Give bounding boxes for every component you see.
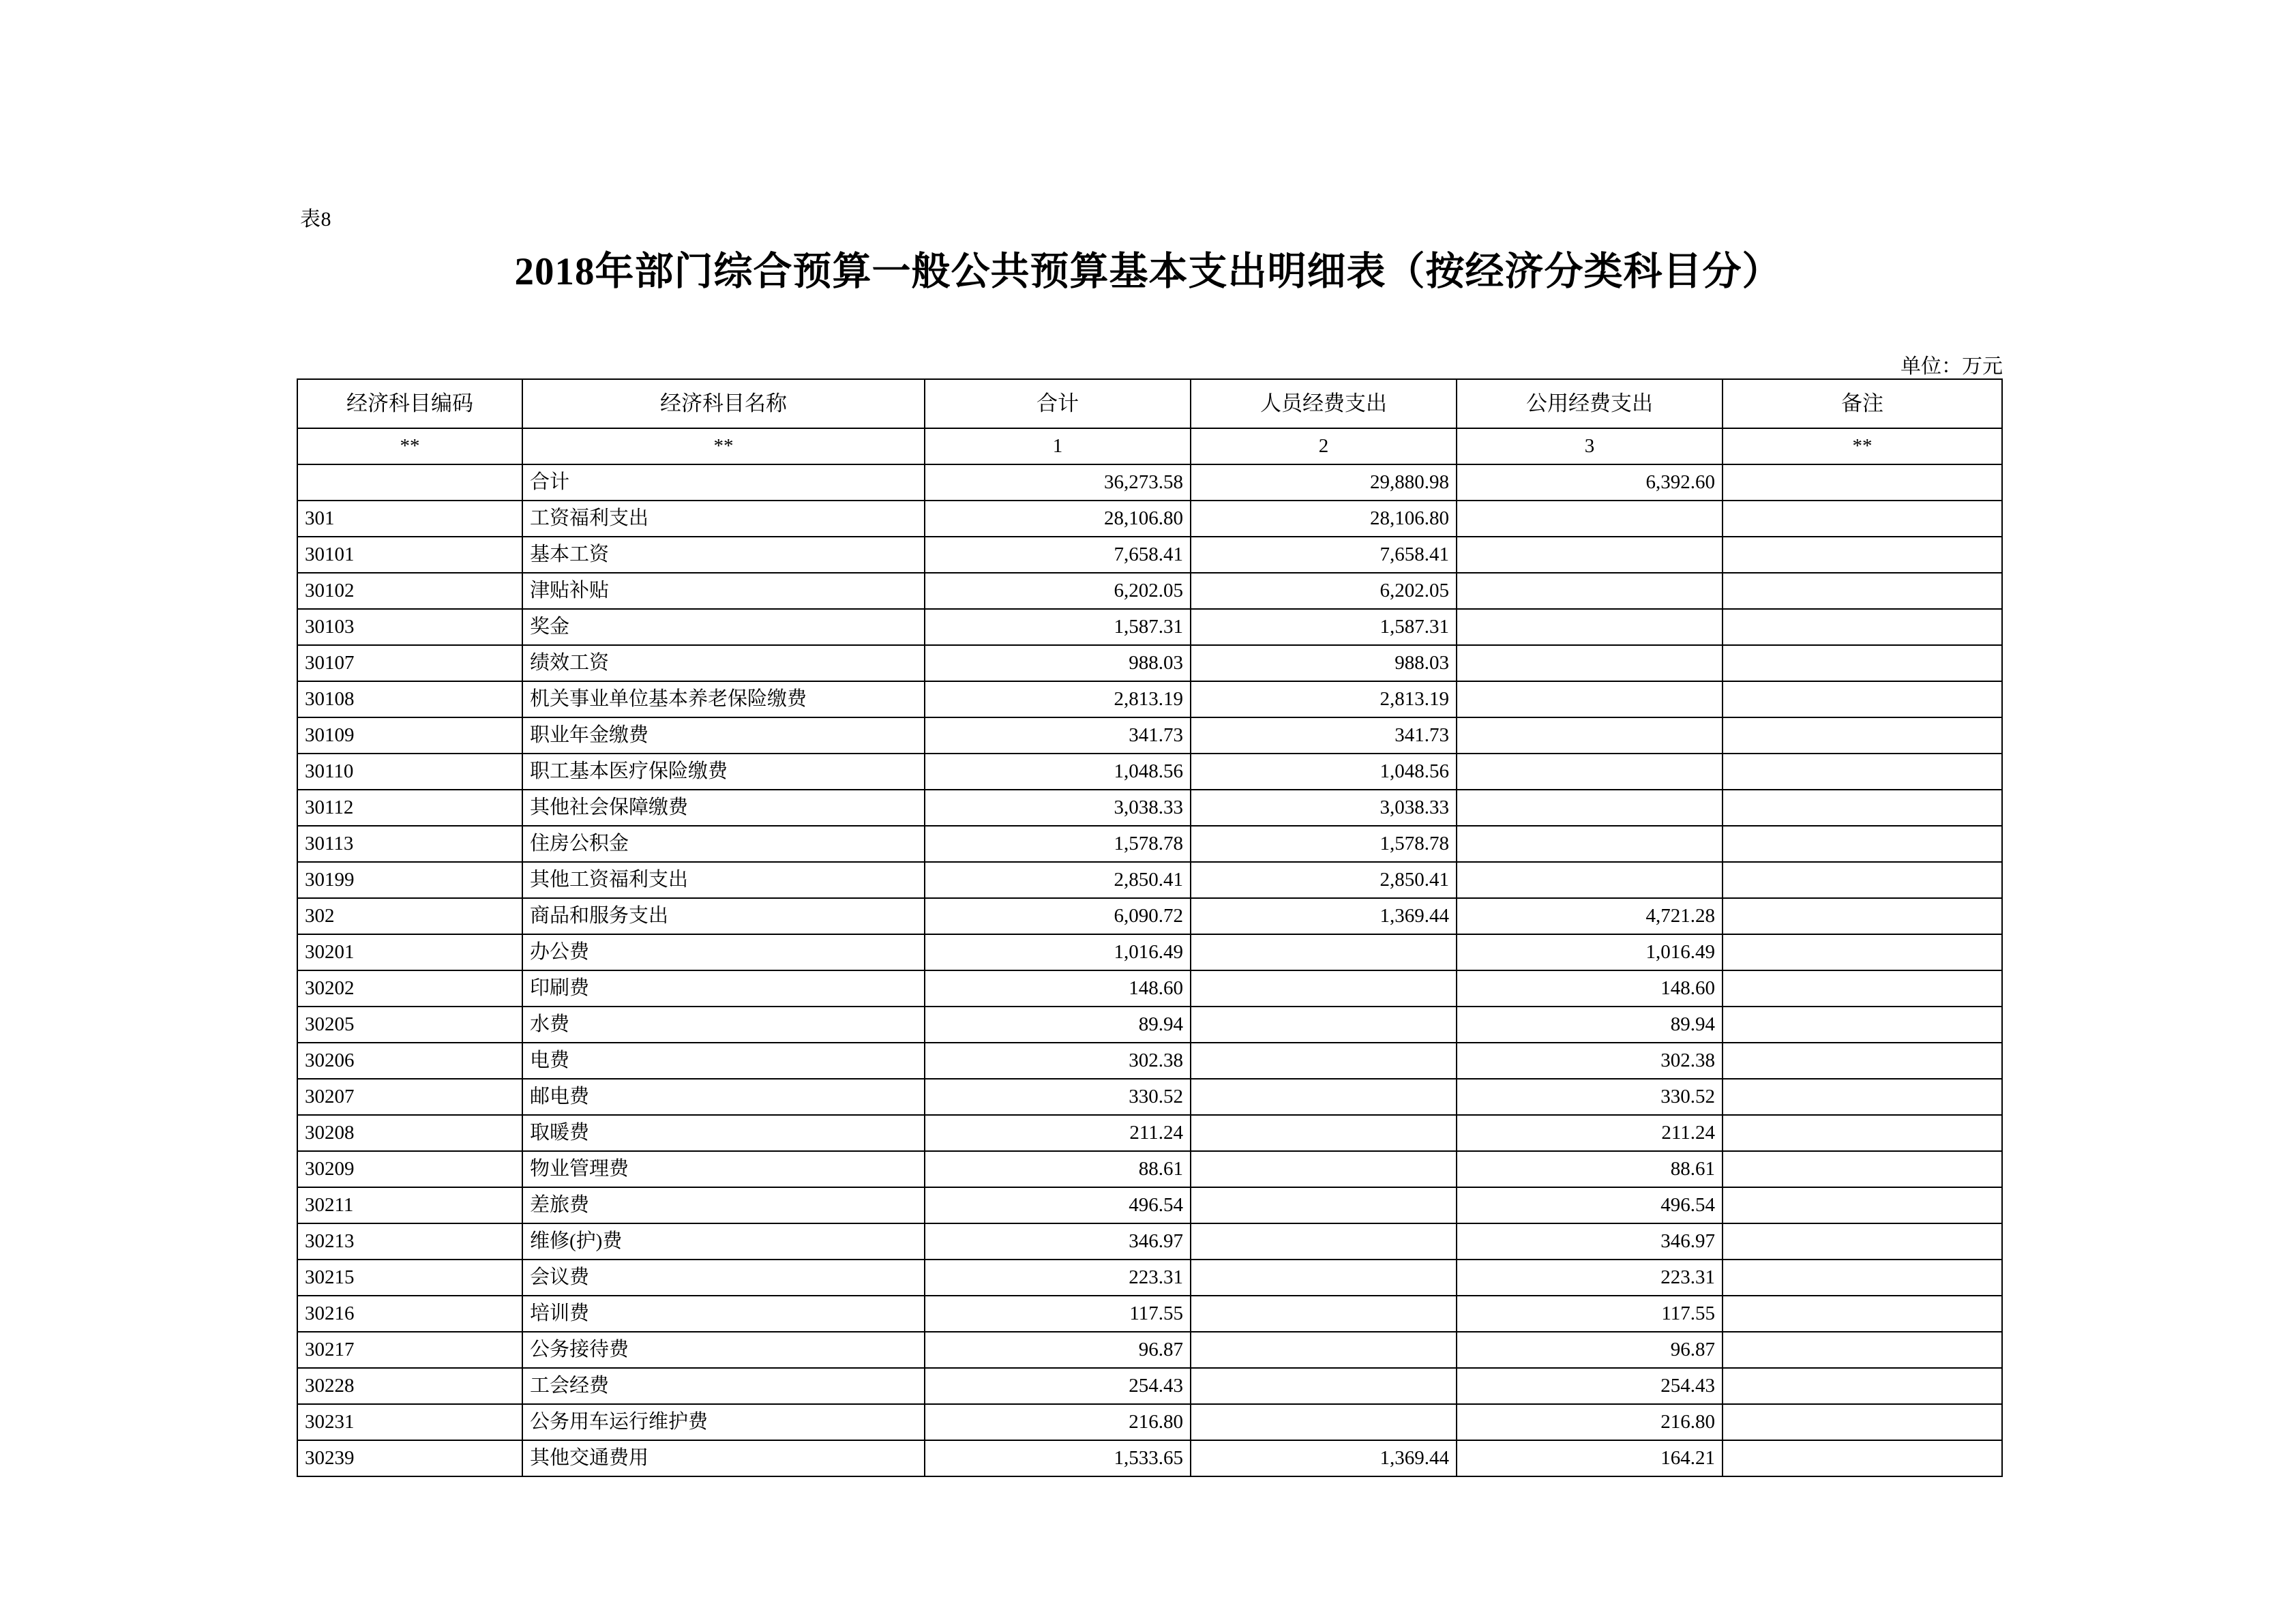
cell-name: 机关事业单位基本养老保险缴费 <box>522 681 925 717</box>
cell-remark <box>1723 970 2002 1007</box>
cell-total: 3,038.33 <box>925 790 1191 826</box>
cell-name: 住房公积金 <box>522 826 925 862</box>
cell-public <box>1457 681 1723 717</box>
cell-code: 30202 <box>297 970 522 1007</box>
unit-note: 单位：万元 <box>1900 355 2003 378</box>
cell-total: 89.94 <box>925 1007 1191 1043</box>
budget-table <box>297 378 2003 1477</box>
table-row <box>297 717 2002 754</box>
cell-public: 88.61 <box>1457 1151 1723 1187</box>
cell-remark <box>1723 1115 2002 1151</box>
cell-public <box>1457 862 1723 898</box>
cell-total: 254.43 <box>925 1368 1191 1404</box>
cell-name: 其他交通费用 <box>522 1440 925 1476</box>
cell-public: 164.21 <box>1457 1440 1723 1476</box>
cell-total: 1,016.49 <box>925 934 1191 970</box>
table-label: 表8 <box>300 208 331 230</box>
cell-name: 邮电费 <box>522 1079 925 1115</box>
cell-total: 216.80 <box>925 1404 1191 1440</box>
cell-total: 223.31 <box>925 1260 1191 1296</box>
cell-name: 公务用车运行维护费 <box>522 1404 925 1440</box>
cell-total: 88.61 <box>925 1151 1191 1187</box>
cell-code: 302 <box>297 898 522 934</box>
cell-name: 工会经费 <box>522 1368 925 1404</box>
table-subheader-row <box>297 428 2002 464</box>
cell-remark <box>1723 609 2002 645</box>
table-row <box>297 1440 2002 1476</box>
cell-personnel: 7,658.41 <box>1191 537 1457 573</box>
cell-total: 330.52 <box>925 1079 1191 1115</box>
subheader-name: ** <box>522 428 925 464</box>
table-row <box>297 464 2002 501</box>
cell-code: 30112 <box>297 790 522 826</box>
cell-personnel <box>1191 1007 1457 1043</box>
cell-public: 302.38 <box>1457 1043 1723 1079</box>
cell-public <box>1457 573 1723 609</box>
table-row <box>297 1260 2002 1296</box>
table-row <box>297 754 2002 790</box>
cell-remark <box>1723 681 2002 717</box>
cell-code: 30207 <box>297 1079 522 1115</box>
cell-personnel <box>1191 1260 1457 1296</box>
cell-remark <box>1723 537 2002 573</box>
table-body <box>297 464 2002 1476</box>
cell-code <box>297 464 522 501</box>
cell-personnel: 3,038.33 <box>1191 790 1457 826</box>
subheader-remark: ** <box>1723 428 2002 464</box>
cell-code: 30103 <box>297 609 522 645</box>
table-row <box>297 681 2002 717</box>
cell-personnel <box>1191 1332 1457 1368</box>
cell-remark <box>1723 464 2002 501</box>
table-row <box>297 1368 2002 1404</box>
cell-personnel <box>1191 934 1457 970</box>
cell-public: 330.52 <box>1457 1079 1723 1115</box>
cell-total: 341.73 <box>925 717 1191 754</box>
cell-total: 211.24 <box>925 1115 1191 1151</box>
cell-total: 28,106.80 <box>925 501 1191 537</box>
cell-name: 其他社会保障缴费 <box>522 790 925 826</box>
cell-name: 维修(护)费 <box>522 1223 925 1260</box>
cell-code: 30201 <box>297 934 522 970</box>
table-row <box>297 862 2002 898</box>
cell-public <box>1457 826 1723 862</box>
cell-personnel <box>1191 1187 1457 1223</box>
cell-public: 6,392.60 <box>1457 464 1723 501</box>
cell-public: 117.55 <box>1457 1296 1723 1332</box>
cell-total: 6,090.72 <box>925 898 1191 934</box>
cell-remark <box>1723 1368 2002 1404</box>
cell-public <box>1457 537 1723 573</box>
cell-public <box>1457 790 1723 826</box>
cell-personnel <box>1191 1043 1457 1079</box>
cell-personnel <box>1191 1151 1457 1187</box>
cell-name: 津贴补贴 <box>522 573 925 609</box>
cell-personnel <box>1191 1368 1457 1404</box>
table-header <box>297 379 2002 464</box>
cell-remark <box>1723 898 2002 934</box>
cell-personnel <box>1191 1079 1457 1115</box>
cell-remark <box>1723 1079 2002 1115</box>
table-row <box>297 1404 2002 1440</box>
cell-personnel: 2,813.19 <box>1191 681 1457 717</box>
cell-remark <box>1723 717 2002 754</box>
cell-code: 30215 <box>297 1260 522 1296</box>
cell-total: 2,813.19 <box>925 681 1191 717</box>
cell-public <box>1457 501 1723 537</box>
cell-personnel: 1,587.31 <box>1191 609 1457 645</box>
cell-total: 6,202.05 <box>925 573 1191 609</box>
cell-code: 30228 <box>297 1368 522 1404</box>
cell-total: 148.60 <box>925 970 1191 1007</box>
cell-name: 其他工资福利支出 <box>522 862 925 898</box>
table-row <box>297 573 2002 609</box>
cell-code: 30205 <box>297 1007 522 1043</box>
cell-name: 工资福利支出 <box>522 501 925 537</box>
header-name: 经济科目名称 <box>522 379 925 428</box>
header-code: 经济科目编码 <box>297 379 522 428</box>
table-row <box>297 898 2002 934</box>
cell-total: 1,533.65 <box>925 1440 1191 1476</box>
cell-personnel: 1,369.44 <box>1191 898 1457 934</box>
table-row <box>297 1115 2002 1151</box>
cell-remark <box>1723 1296 2002 1332</box>
cell-name: 职工基本医疗保险缴费 <box>522 754 925 790</box>
cell-public: 211.24 <box>1457 1115 1723 1151</box>
cell-code: 30217 <box>297 1332 522 1368</box>
cell-public: 216.80 <box>1457 1404 1723 1440</box>
cell-code: 30110 <box>297 754 522 790</box>
header-total: 合计 <box>925 379 1191 428</box>
cell-name: 职业年金缴费 <box>522 717 925 754</box>
cell-personnel: 29,880.98 <box>1191 464 1457 501</box>
cell-personnel <box>1191 1223 1457 1260</box>
cell-total: 36,273.58 <box>925 464 1191 501</box>
cell-remark <box>1723 754 2002 790</box>
cell-code: 30109 <box>297 717 522 754</box>
header-personnel: 人员经费支出 <box>1191 379 1457 428</box>
table-row <box>297 1043 2002 1079</box>
cell-remark <box>1723 1151 2002 1187</box>
cell-public: 89.94 <box>1457 1007 1723 1043</box>
cell-code: 30206 <box>297 1043 522 1079</box>
cell-name: 基本工资 <box>522 537 925 573</box>
subheader-public: 3 <box>1457 428 1723 464</box>
cell-remark <box>1723 1187 2002 1223</box>
cell-remark <box>1723 862 2002 898</box>
cell-name: 绩效工资 <box>522 645 925 681</box>
cell-public <box>1457 609 1723 645</box>
cell-remark <box>1723 645 2002 681</box>
cell-remark <box>1723 1332 2002 1368</box>
cell-personnel <box>1191 970 1457 1007</box>
cell-name: 商品和服务支出 <box>522 898 925 934</box>
cell-personnel: 6,202.05 <box>1191 573 1457 609</box>
table-row <box>297 970 2002 1007</box>
cell-remark <box>1723 1043 2002 1079</box>
table-row <box>297 790 2002 826</box>
subheader-code: ** <box>297 428 522 464</box>
cell-public: 496.54 <box>1457 1187 1723 1223</box>
cell-name: 取暖费 <box>522 1115 925 1151</box>
cell-name: 会议费 <box>522 1260 925 1296</box>
cell-name: 电费 <box>522 1043 925 1079</box>
cell-personnel: 988.03 <box>1191 645 1457 681</box>
cell-public <box>1457 754 1723 790</box>
cell-remark <box>1723 934 2002 970</box>
table-row <box>297 1151 2002 1187</box>
subheader-total: 1 <box>925 428 1191 464</box>
cell-code: 30239 <box>297 1440 522 1476</box>
cell-code: 30231 <box>297 1404 522 1440</box>
page-title: 2018年部门综合预算一般公共预算基本支出明细表（按经济分类科目分） <box>514 250 1782 293</box>
cell-total: 302.38 <box>925 1043 1191 1079</box>
cell-total: 988.03 <box>925 645 1191 681</box>
cell-remark <box>1723 790 2002 826</box>
cell-total: 1,578.78 <box>925 826 1191 862</box>
cell-personnel <box>1191 1404 1457 1440</box>
cell-remark <box>1723 1440 2002 1476</box>
cell-code: 30107 <box>297 645 522 681</box>
header-public: 公用经费支出 <box>1457 379 1723 428</box>
cell-code: 30211 <box>297 1187 522 1223</box>
cell-remark <box>1723 1223 2002 1260</box>
table-row <box>297 501 2002 537</box>
cell-code: 30108 <box>297 681 522 717</box>
cell-personnel: 341.73 <box>1191 717 1457 754</box>
cell-code: 301 <box>297 501 522 537</box>
cell-personnel: 1,048.56 <box>1191 754 1457 790</box>
table-row <box>297 1296 2002 1332</box>
cell-total: 117.55 <box>925 1296 1191 1332</box>
table-row <box>297 1007 2002 1043</box>
cell-remark <box>1723 501 2002 537</box>
cell-code: 30213 <box>297 1223 522 1260</box>
cell-personnel: 28,106.80 <box>1191 501 1457 537</box>
cell-public <box>1457 717 1723 754</box>
cell-code: 30216 <box>297 1296 522 1332</box>
cell-name: 培训费 <box>522 1296 925 1332</box>
cell-code: 30101 <box>297 537 522 573</box>
cell-remark <box>1723 573 2002 609</box>
cell-personnel: 1,369.44 <box>1191 1440 1457 1476</box>
table-row <box>297 934 2002 970</box>
table-row <box>297 537 2002 573</box>
table-row <box>297 645 2002 681</box>
cell-public: 346.97 <box>1457 1223 1723 1260</box>
cell-personnel <box>1191 1115 1457 1151</box>
cell-remark <box>1723 1007 2002 1043</box>
cell-personnel <box>1191 1296 1457 1332</box>
cell-public: 254.43 <box>1457 1368 1723 1404</box>
cell-public: 4,721.28 <box>1457 898 1723 934</box>
cell-total: 346.97 <box>925 1223 1191 1260</box>
cell-name: 合计 <box>522 464 925 501</box>
cell-personnel: 1,578.78 <box>1191 826 1457 862</box>
cell-name: 差旅费 <box>522 1187 925 1223</box>
table-row <box>297 1223 2002 1260</box>
cell-remark <box>1723 1260 2002 1296</box>
cell-public: 148.60 <box>1457 970 1723 1007</box>
cell-public <box>1457 645 1723 681</box>
cell-name: 水费 <box>522 1007 925 1043</box>
cell-remark <box>1723 826 2002 862</box>
table-row <box>297 1332 2002 1368</box>
cell-code: 30208 <box>297 1115 522 1151</box>
cell-total: 496.54 <box>925 1187 1191 1223</box>
cell-personnel: 2,850.41 <box>1191 862 1457 898</box>
cell-total: 1,587.31 <box>925 609 1191 645</box>
subheader-personnel: 2 <box>1191 428 1457 464</box>
cell-public: 1,016.49 <box>1457 934 1723 970</box>
cell-total: 96.87 <box>925 1332 1191 1368</box>
table-row <box>297 826 2002 862</box>
cell-code: 30209 <box>297 1151 522 1187</box>
cell-code: 30102 <box>297 573 522 609</box>
table-header-row <box>297 379 2002 428</box>
cell-name: 印刷费 <box>522 970 925 1007</box>
cell-total: 7,658.41 <box>925 537 1191 573</box>
cell-remark <box>1723 1404 2002 1440</box>
table-row <box>297 1079 2002 1115</box>
table-row <box>297 1187 2002 1223</box>
table-row <box>297 609 2002 645</box>
cell-name: 奖金 <box>522 609 925 645</box>
cell-code: 30113 <box>297 826 522 862</box>
cell-code: 30199 <box>297 862 522 898</box>
cell-total: 2,850.41 <box>925 862 1191 898</box>
cell-public: 96.87 <box>1457 1332 1723 1368</box>
cell-public: 223.31 <box>1457 1260 1723 1296</box>
header-remark: 备注 <box>1723 379 2002 428</box>
cell-name: 公务接待费 <box>522 1332 925 1368</box>
cell-name: 物业管理费 <box>522 1151 925 1187</box>
cell-name: 办公费 <box>522 934 925 970</box>
cell-total: 1,048.56 <box>925 754 1191 790</box>
